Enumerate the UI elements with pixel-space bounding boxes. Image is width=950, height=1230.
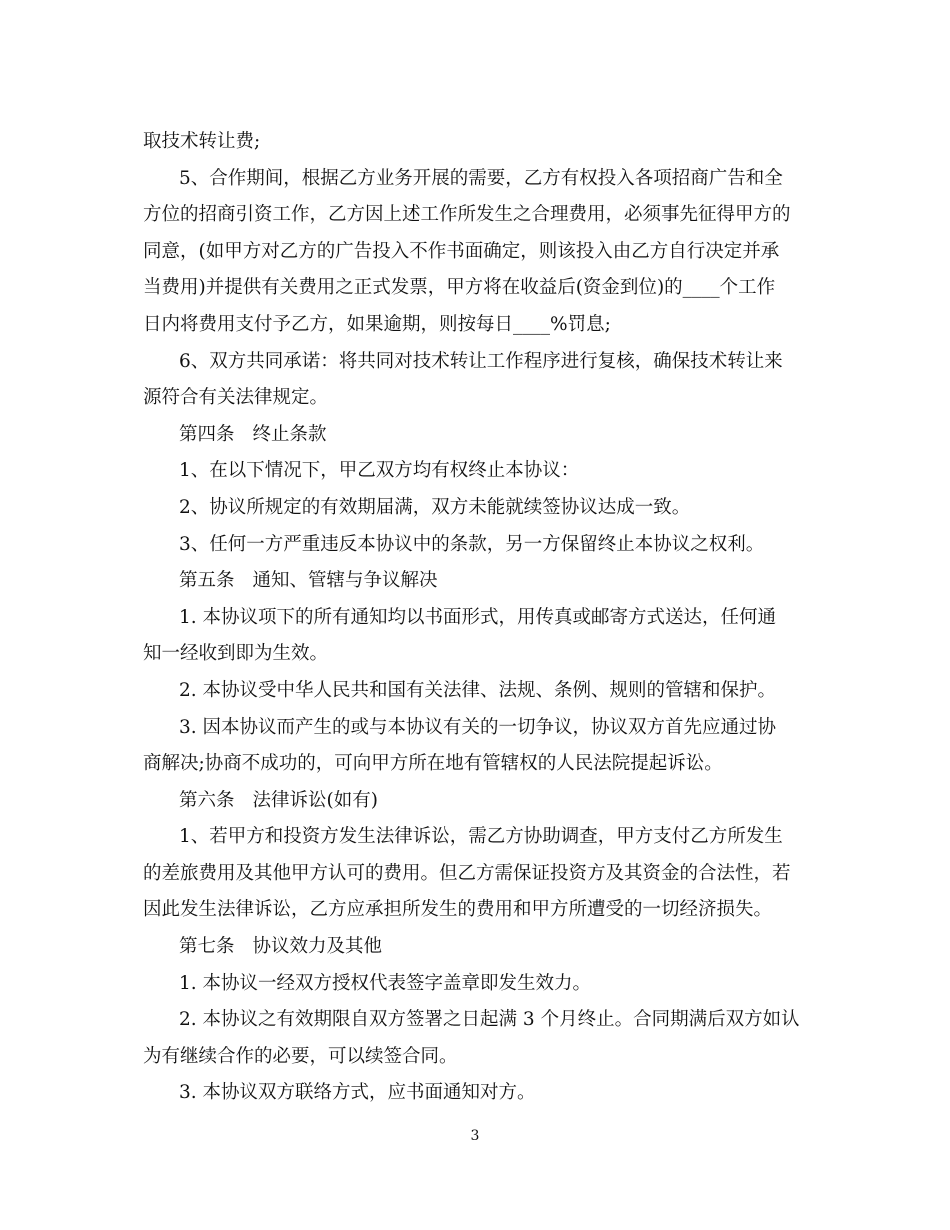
line-text: 1、若甲方和投资方发生法律诉讼，需乙方协助调查，甲方支付乙方所发生	[179, 826, 783, 848]
text-line	[0, 270, 950, 307]
text-line	[0, 380, 950, 417]
line-text: 商解决;协商不成功的，可向甲方所在地有管辖权的人民法院提起诉讼。	[143, 753, 723, 775]
text-line	[0, 819, 950, 856]
text-line	[0, 1039, 950, 1076]
line-text: 因此发生法律诉讼，乙方应承担所发生的费用和甲方所遭受的一切经济损失。	[143, 899, 773, 921]
section-heading	[0, 929, 950, 966]
line-text: 同意，(如甲方对乙方的广告投入不作书面确定，则该投入由乙方自行决定并承	[143, 240, 780, 262]
line-text: 日内将费用支付予乙方，如果逾期，则按每日____%罚息;	[143, 313, 611, 335]
section-heading	[0, 783, 950, 820]
document-body	[0, 124, 950, 1112]
text-line	[0, 1002, 950, 1039]
text-line	[0, 600, 950, 637]
line-text: 2、协议所规定的有效期届满，双方未能就续签协议达成一致。	[179, 496, 691, 518]
line-text: 2. 本协议受中华人民共和国有关法律、法规、条例、规则的管辖和保护。	[179, 679, 777, 701]
line-text: 1. 本协议一经双方授权代表签字盖章即发生效力。	[179, 972, 592, 994]
text-line	[0, 636, 950, 673]
text-line	[0, 527, 950, 564]
line-text: 3. 本协议双方联络方式，应书面通知对方。	[179, 1082, 536, 1104]
line-text: 5、合作期间，根据乙方业务开展的需要，乙方有权投入各项招商广告和全	[179, 167, 783, 189]
section-number: 第六条	[179, 789, 235, 811]
text-line	[0, 1075, 950, 1112]
section-heading	[0, 563, 950, 600]
text-line	[0, 307, 950, 344]
text-line	[0, 161, 950, 198]
text-line	[0, 453, 950, 490]
text-line	[0, 490, 950, 527]
line-text: 3、任何一方严重违反本协议中的条款，另一方保留终止本协议之权利。	[179, 533, 765, 555]
section-title: 通知、管辖与争议解决	[252, 570, 438, 592]
text-line	[0, 892, 950, 929]
line-text: 2. 本协议之有效期限自双方签署之日起满 3 个月终止。合同期满后双方如认	[179, 1009, 800, 1031]
text-line	[0, 344, 950, 381]
line-text: 1、在以下情况下，甲乙双方均有权终止本协议：	[179, 460, 580, 482]
section-number: 第四条	[179, 423, 235, 445]
line-text: 源符合有关法律规定。	[143, 387, 329, 409]
text-line	[0, 197, 950, 234]
section-number: 第七条	[179, 936, 235, 958]
page-number: 3	[470, 1128, 480, 1144]
text-line	[0, 856, 950, 893]
text-line	[0, 710, 950, 747]
section-number: 第五条	[179, 570, 235, 592]
text-line	[0, 124, 950, 161]
line-text: 的差旅费用及其他甲方认可的费用。但乙方需保证投资方及其资金的合法性，若	[143, 862, 791, 884]
text-line	[0, 746, 950, 783]
line-text: 当费用)并提供有关费用之正式发票，甲方将在收益后(资金到位)的____个工作	[143, 277, 776, 299]
line-text: 知一经收到即为生效。	[143, 643, 329, 665]
section-heading	[0, 417, 950, 454]
text-line	[0, 234, 950, 271]
line-text: 方位的招商引资工作，乙方因上述工作所发生之合理费用，必须事先征得甲方的	[143, 204, 791, 226]
line-text: 取技术转让费;	[143, 131, 261, 152]
line-text: 3. 因本协议而产生的或与本协议有关的一切争议，协议双方首先应通过协	[179, 716, 777, 738]
line-text: 为有继续合作的必要，可以续签合同。	[143, 1045, 458, 1067]
line-text: 1. 本协议项下的所有通知均以书面形式，用传真或邮寄方式送达，任何通	[179, 606, 777, 628]
section-title: 法律诉讼(如有)	[252, 789, 378, 811]
line-text: 6、双方共同承诺：将共同对技术转让工作程序进行复核，确保技术转让来	[179, 350, 783, 372]
section-title: 终止条款	[252, 423, 327, 445]
section-title: 协议效力及其他	[252, 936, 383, 958]
text-line	[0, 673, 950, 710]
text-line	[0, 966, 950, 1003]
